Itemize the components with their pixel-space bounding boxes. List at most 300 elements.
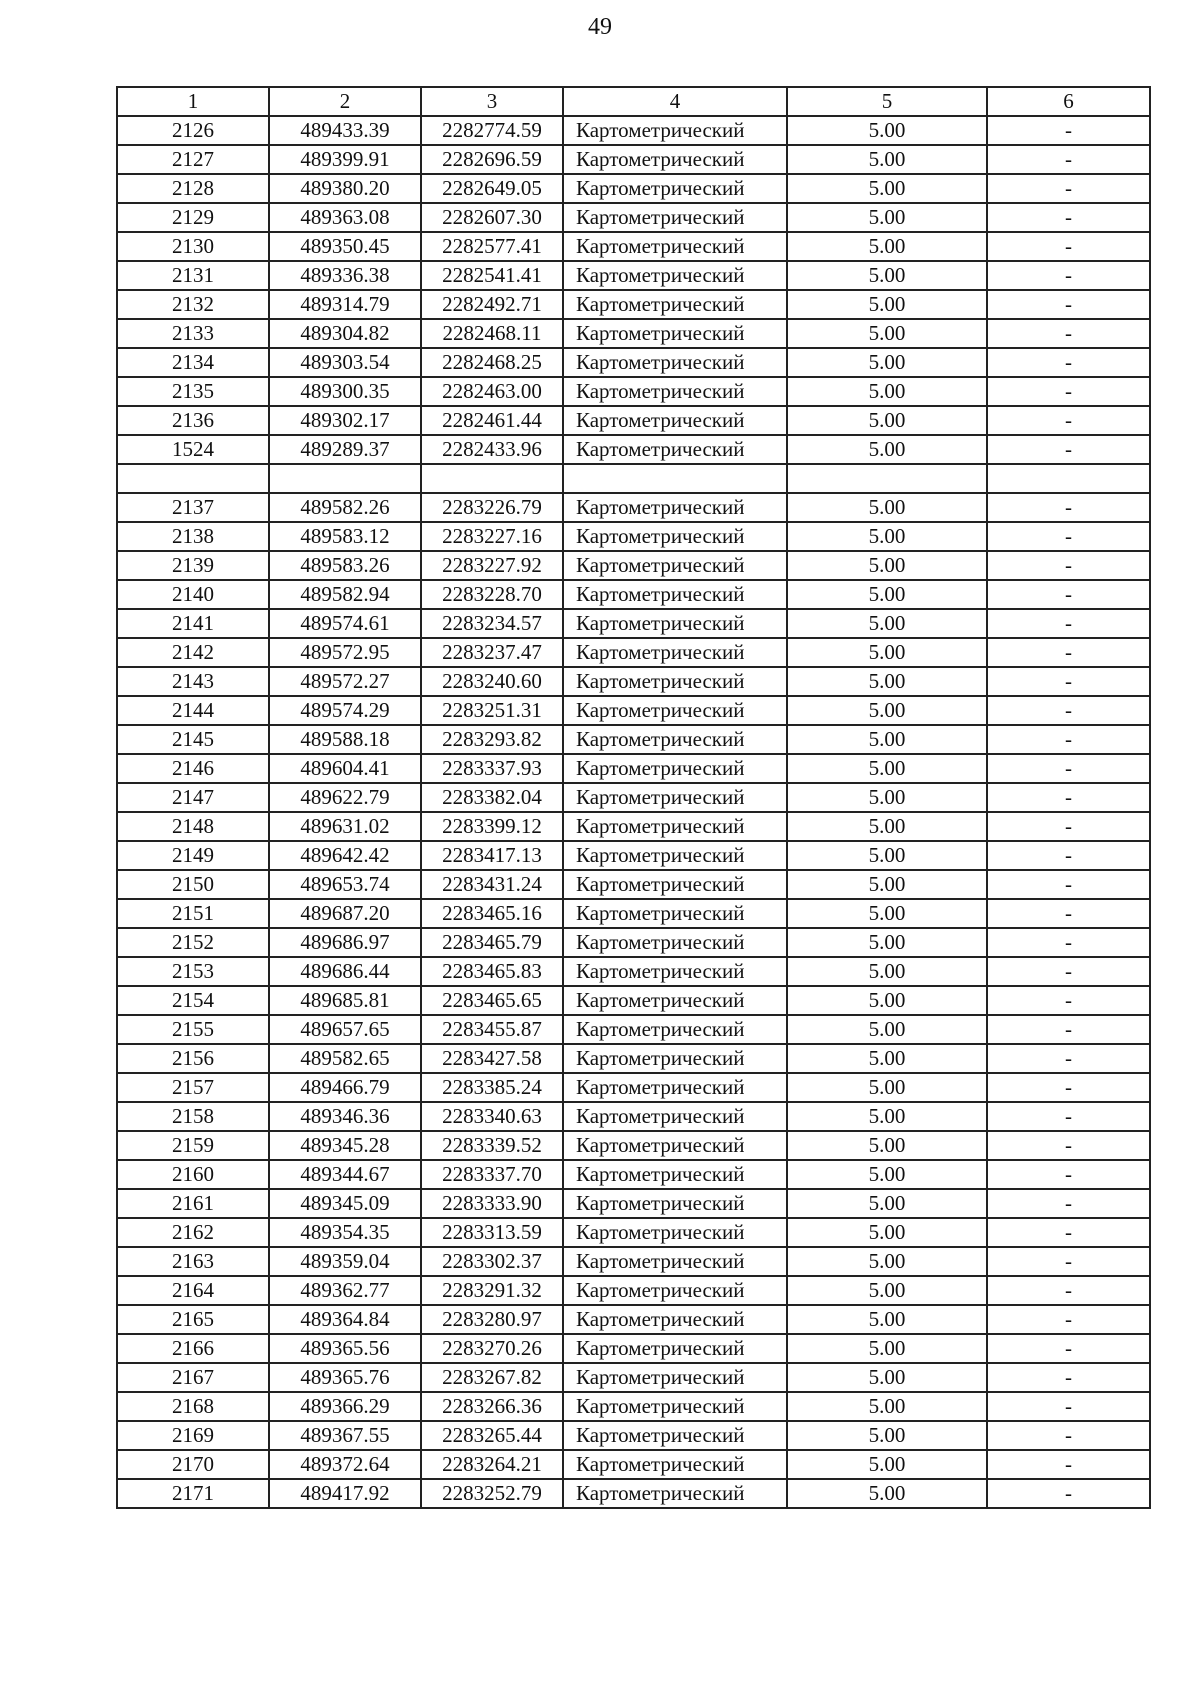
accuracy-cell: 5.00 [787,1392,987,1421]
method-cell: Картометрический [563,319,787,348]
point-number-cell: 2127 [117,145,269,174]
method-cell: Картометрический [563,609,787,638]
column-header-4: 4 [563,87,787,116]
note-cell: - [987,1015,1150,1044]
x-coordinate-cell [269,464,421,493]
column-header-6: 6 [987,87,1150,116]
table-row [117,1189,1150,1218]
accuracy-cell: 5.00 [787,116,987,145]
table-row [117,1131,1150,1160]
x-coordinate-cell: 489657.65 [269,1015,421,1044]
x-coordinate-cell: 489372.64 [269,1450,421,1479]
method-cell: Картометрический [563,1218,787,1247]
x-coordinate-cell: 489345.28 [269,1131,421,1160]
note-cell: - [987,812,1150,841]
table-row [117,406,1150,435]
note-cell: - [987,1102,1150,1131]
table-row [117,812,1150,841]
note-cell: - [987,638,1150,667]
note-cell: - [987,957,1150,986]
x-coordinate-cell: 489346.36 [269,1102,421,1131]
y-coordinate-cell: 2283280.97 [421,1305,563,1334]
note-cell: - [987,319,1150,348]
point-number-cell: 2126 [117,116,269,145]
method-cell: Картометрический [563,638,787,667]
x-coordinate-cell: 489604.41 [269,754,421,783]
accuracy-cell: 5.00 [787,899,987,928]
accuracy-cell: 5.00 [787,841,987,870]
x-coordinate-cell: 489466.79 [269,1073,421,1102]
accuracy-cell: 5.00 [787,319,987,348]
table-row [117,1276,1150,1305]
note-cell [987,464,1150,493]
table-row [117,1102,1150,1131]
table-row [117,986,1150,1015]
x-coordinate-cell: 489583.26 [269,551,421,580]
note-cell: - [987,696,1150,725]
point-number-cell: 2160 [117,1160,269,1189]
accuracy-cell: 5.00 [787,1044,987,1073]
point-number-cell: 2171 [117,1479,269,1508]
y-coordinate-cell: 2283226.79 [421,493,563,522]
y-coordinate-cell: 2282577.41 [421,232,563,261]
note-cell: - [987,1247,1150,1276]
table-row [117,725,1150,754]
method-cell: Картометрический [563,1450,787,1479]
y-coordinate-cell: 2283237.47 [421,638,563,667]
y-coordinate-cell: 2283227.92 [421,551,563,580]
point-number-cell: 2148 [117,812,269,841]
accuracy-cell: 5.00 [787,725,987,754]
table-row [117,1392,1150,1421]
accuracy-cell: 5.00 [787,435,987,464]
note-cell: - [987,1421,1150,1450]
column-header-2: 2 [269,87,421,116]
point-number-cell: 2152 [117,928,269,957]
method-cell: Картометрический [563,580,787,609]
y-coordinate-cell: 2283465.16 [421,899,563,928]
point-number-cell: 2132 [117,290,269,319]
method-cell: Картометрический [563,493,787,522]
note-cell: - [987,1392,1150,1421]
table-row [117,1218,1150,1247]
note-cell: - [987,783,1150,812]
point-number-cell: 2151 [117,899,269,928]
method-cell: Картометрический [563,957,787,986]
point-number-cell: 2138 [117,522,269,551]
accuracy-cell: 5.00 [787,406,987,435]
x-coordinate-cell: 489354.35 [269,1218,421,1247]
point-number-cell: 2154 [117,986,269,1015]
table-row [117,1073,1150,1102]
y-coordinate-cell: 2283465.83 [421,957,563,986]
note-cell: - [987,580,1150,609]
y-coordinate-cell: 2283252.79 [421,1479,563,1508]
point-number-cell: 2161 [117,1189,269,1218]
method-cell: Картометрический [563,1247,787,1276]
x-coordinate-cell: 489631.02 [269,812,421,841]
table-row [117,464,1150,493]
y-coordinate-cell: 2283382.04 [421,783,563,812]
table-row [117,754,1150,783]
method-cell: Картометрический [563,870,787,899]
note-cell: - [987,377,1150,406]
note-cell: - [987,667,1150,696]
note-cell: - [987,1363,1150,1392]
method-cell: Картометрический [563,1363,787,1392]
y-coordinate-cell: 2283340.63 [421,1102,563,1131]
x-coordinate-cell: 489653.74 [269,870,421,899]
y-coordinate-cell: 2282696.59 [421,145,563,174]
x-coordinate-cell: 489304.82 [269,319,421,348]
method-cell: Картометрический [563,812,787,841]
y-coordinate-cell: 2283417.13 [421,841,563,870]
note-cell: - [987,1044,1150,1073]
point-number-cell: 2168 [117,1392,269,1421]
table-row [117,348,1150,377]
x-coordinate-cell: 489362.77 [269,1276,421,1305]
table-row [117,174,1150,203]
y-coordinate-cell: 2283313.59 [421,1218,563,1247]
accuracy-cell: 5.00 [787,1334,987,1363]
accuracy-cell: 5.00 [787,1189,987,1218]
method-cell: Картометрический [563,551,787,580]
x-coordinate-cell: 489344.67 [269,1160,421,1189]
table-row [117,435,1150,464]
method-cell: Картометрический [563,841,787,870]
note-cell: - [987,551,1150,580]
method-cell: Картометрический [563,116,787,145]
accuracy-cell: 5.00 [787,580,987,609]
y-coordinate-cell: 2283291.32 [421,1276,563,1305]
y-coordinate-cell: 2283333.90 [421,1189,563,1218]
y-coordinate-cell: 2283227.16 [421,522,563,551]
accuracy-cell: 5.00 [787,870,987,899]
point-number-cell: 2167 [117,1363,269,1392]
x-coordinate-cell: 489345.09 [269,1189,421,1218]
accuracy-cell: 5.00 [787,377,987,406]
note-cell: - [987,493,1150,522]
method-cell: Картометрический [563,522,787,551]
note-cell: - [987,522,1150,551]
point-number-cell: 2128 [117,174,269,203]
x-coordinate-cell: 489350.45 [269,232,421,261]
accuracy-cell: 5.00 [787,1102,987,1131]
accuracy-cell [787,464,987,493]
accuracy-cell: 5.00 [787,1363,987,1392]
accuracy-cell: 5.00 [787,1160,987,1189]
x-coordinate-cell: 489685.81 [269,986,421,1015]
note-cell: - [987,348,1150,377]
x-coordinate-cell: 489289.37 [269,435,421,464]
note-cell: - [987,261,1150,290]
y-coordinate-cell: 2283465.65 [421,986,563,1015]
accuracy-cell: 5.00 [787,638,987,667]
method-cell: Картометрический [563,754,787,783]
point-number-cell: 2163 [117,1247,269,1276]
y-coordinate-cell: 2282468.11 [421,319,563,348]
note-cell: - [987,1334,1150,1363]
method-cell: Картометрический [563,232,787,261]
table-row [117,261,1150,290]
table-row [117,377,1150,406]
table-row [117,580,1150,609]
note-cell: - [987,725,1150,754]
table-row [117,957,1150,986]
method-cell: Картометрический [563,348,787,377]
table-row [117,1363,1150,1392]
table-row [117,899,1150,928]
point-number-cell: 2165 [117,1305,269,1334]
y-coordinate-cell: 2283293.82 [421,725,563,754]
table-row [117,783,1150,812]
table-row [117,638,1150,667]
method-cell: Картометрический [563,145,787,174]
y-coordinate-cell: 2283385.24 [421,1073,563,1102]
y-coordinate-cell: 2282468.25 [421,348,563,377]
x-coordinate-cell: 489572.27 [269,667,421,696]
column-header-5: 5 [787,87,987,116]
method-cell: Картометрический [563,203,787,232]
y-coordinate-cell: 2283234.57 [421,609,563,638]
x-coordinate-cell: 489582.26 [269,493,421,522]
point-number-cell: 2157 [117,1073,269,1102]
method-cell: Картометрический [563,928,787,957]
accuracy-cell: 5.00 [787,174,987,203]
x-coordinate-cell: 489365.76 [269,1363,421,1392]
note-cell: - [987,406,1150,435]
table-row [117,145,1150,174]
y-coordinate-cell: 2282463.00 [421,377,563,406]
table-row [117,870,1150,899]
note-cell: - [987,203,1150,232]
method-cell: Картометрический [563,899,787,928]
accuracy-cell: 5.00 [787,1218,987,1247]
method-cell: Картометрический [563,377,787,406]
table-row [117,319,1150,348]
method-cell: Картометрический [563,1305,787,1334]
accuracy-cell: 5.00 [787,928,987,957]
method-cell: Картометрический [563,1015,787,1044]
accuracy-cell: 5.00 [787,261,987,290]
point-number-cell: 2136 [117,406,269,435]
x-coordinate-cell: 489642.42 [269,841,421,870]
accuracy-cell: 5.00 [787,1073,987,1102]
point-number-cell: 2131 [117,261,269,290]
x-coordinate-cell: 489336.38 [269,261,421,290]
method-cell: Картометрический [563,667,787,696]
table-row [117,1247,1150,1276]
table-row [117,1160,1150,1189]
method-cell: Картометрический [563,1131,787,1160]
table-row [117,609,1150,638]
method-cell: Картометрический [563,1479,787,1508]
point-number-cell: 2146 [117,754,269,783]
accuracy-cell: 5.00 [787,986,987,1015]
accuracy-cell: 5.00 [787,1479,987,1508]
point-number-cell: 2155 [117,1015,269,1044]
column-header-1: 1 [117,87,269,116]
point-number-cell: 2139 [117,551,269,580]
point-number-cell: 2162 [117,1218,269,1247]
table-row [117,1015,1150,1044]
accuracy-cell: 5.00 [787,493,987,522]
x-coordinate-cell: 489583.12 [269,522,421,551]
point-number-cell: 2158 [117,1102,269,1131]
y-coordinate-cell: 2283266.36 [421,1392,563,1421]
y-coordinate-cell: 2283251.31 [421,696,563,725]
accuracy-cell: 5.00 [787,1276,987,1305]
method-cell: Картометрический [563,406,787,435]
y-coordinate-cell: 2282774.59 [421,116,563,145]
table-row [117,1479,1150,1508]
accuracy-cell: 5.00 [787,348,987,377]
y-coordinate-cell: 2283339.52 [421,1131,563,1160]
x-coordinate-cell: 489303.54 [269,348,421,377]
y-coordinate-cell: 2282492.71 [421,290,563,319]
point-number-cell: 2164 [117,1276,269,1305]
method-cell: Картометрический [563,1421,787,1450]
accuracy-cell: 5.00 [787,783,987,812]
method-cell: Картометрический [563,435,787,464]
accuracy-cell: 5.00 [787,1131,987,1160]
y-coordinate-cell: 2283431.24 [421,870,563,899]
y-coordinate-cell: 2282607.30 [421,203,563,232]
note-cell: - [987,1160,1150,1189]
y-coordinate-cell: 2283465.79 [421,928,563,957]
point-number-cell: 2153 [117,957,269,986]
y-coordinate-cell: 2283270.26 [421,1334,563,1363]
y-coordinate-cell: 2283228.70 [421,580,563,609]
method-cell: Картометрический [563,261,787,290]
note-cell: - [987,232,1150,261]
method-cell: Картометрический [563,783,787,812]
y-coordinate-cell: 2282433.96 [421,435,563,464]
method-cell: Картометрический [563,1102,787,1131]
method-cell: Картометрический [563,1189,787,1218]
y-coordinate-cell: 2283427.58 [421,1044,563,1073]
coordinates-table [116,86,1151,1509]
note-cell: - [987,1305,1150,1334]
point-number-cell: 2134 [117,348,269,377]
table-row [117,1305,1150,1334]
note-cell: - [987,1073,1150,1102]
y-coordinate-cell: 2283267.82 [421,1363,563,1392]
point-number-cell: 2130 [117,232,269,261]
x-coordinate-cell: 489359.04 [269,1247,421,1276]
note-cell: - [987,1218,1150,1247]
table-row [117,551,1150,580]
table-header-row [117,87,1150,116]
point-number-cell [117,464,269,493]
y-coordinate-cell: 2282649.05 [421,174,563,203]
note-cell: - [987,1450,1150,1479]
y-coordinate-cell: 2283264.21 [421,1450,563,1479]
point-number-cell: 2137 [117,493,269,522]
method-cell: Картометрический [563,725,787,754]
point-number-cell: 2159 [117,1131,269,1160]
accuracy-cell: 5.00 [787,145,987,174]
table-row [117,667,1150,696]
x-coordinate-cell: 489572.95 [269,638,421,667]
y-coordinate-cell: 2283455.87 [421,1015,563,1044]
table-body [117,116,1150,1508]
x-coordinate-cell: 489302.17 [269,406,421,435]
table-row [117,493,1150,522]
table-row [117,696,1150,725]
note-cell: - [987,841,1150,870]
accuracy-cell: 5.00 [787,957,987,986]
x-coordinate-cell: 489622.79 [269,783,421,812]
note-cell: - [987,986,1150,1015]
point-number-cell: 2141 [117,609,269,638]
x-coordinate-cell: 489582.94 [269,580,421,609]
point-number-cell: 2135 [117,377,269,406]
point-number-cell: 2140 [117,580,269,609]
point-number-cell: 2133 [117,319,269,348]
table-row [117,841,1150,870]
y-coordinate-cell: 2283337.93 [421,754,563,783]
x-coordinate-cell: 489365.56 [269,1334,421,1363]
method-cell [563,464,787,493]
table-row [117,116,1150,145]
x-coordinate-cell: 489314.79 [269,290,421,319]
method-cell: Картометрический [563,1276,787,1305]
table-row [117,522,1150,551]
x-coordinate-cell: 489367.55 [269,1421,421,1450]
accuracy-cell: 5.00 [787,1450,987,1479]
x-coordinate-cell: 489686.44 [269,957,421,986]
method-cell: Картометрический [563,696,787,725]
table-row [117,203,1150,232]
y-coordinate-cell: 2283337.70 [421,1160,563,1189]
method-cell: Картометрический [563,290,787,319]
x-coordinate-cell: 489366.29 [269,1392,421,1421]
note-cell: - [987,870,1150,899]
method-cell: Картометрический [563,986,787,1015]
point-number-cell: 2149 [117,841,269,870]
page-number: 49 [588,14,612,40]
point-number-cell: 2144 [117,696,269,725]
note-cell: - [987,1276,1150,1305]
x-coordinate-cell: 489380.20 [269,174,421,203]
accuracy-cell: 5.00 [787,551,987,580]
accuracy-cell: 5.00 [787,609,987,638]
note-cell: - [987,754,1150,783]
accuracy-cell: 5.00 [787,290,987,319]
table-row [117,1334,1150,1363]
point-number-cell: 2147 [117,783,269,812]
point-number-cell: 2129 [117,203,269,232]
note-cell: - [987,1131,1150,1160]
point-number-cell: 2169 [117,1421,269,1450]
method-cell: Картометрический [563,1073,787,1102]
table-row [117,1044,1150,1073]
y-coordinate-cell [421,464,563,493]
note-cell: - [987,145,1150,174]
table-row [117,1421,1150,1450]
point-number-cell: 2142 [117,638,269,667]
accuracy-cell: 5.00 [787,1421,987,1450]
y-coordinate-cell: 2283399.12 [421,812,563,841]
accuracy-cell: 5.00 [787,522,987,551]
table-row [117,928,1150,957]
method-cell: Картометрический [563,1160,787,1189]
method-cell: Картометрический [563,174,787,203]
column-header-3: 3 [421,87,563,116]
y-coordinate-cell: 2282541.41 [421,261,563,290]
x-coordinate-cell: 489574.61 [269,609,421,638]
